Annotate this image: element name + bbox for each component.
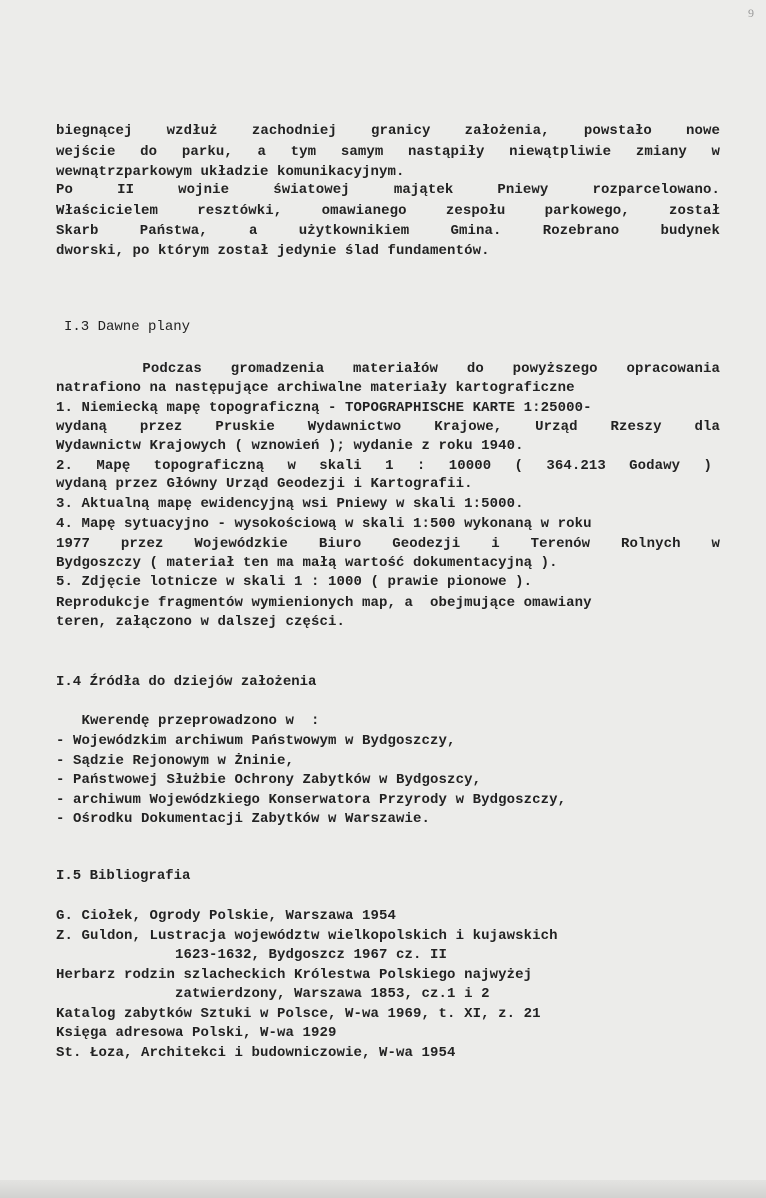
bibliography-entry: St. Łoza, Architekci i budowniczowie, W-wa 1954 [56,1045,456,1061]
plans-line: 2. Mapę topograficzną w skali 1 : 10000 ( 364.213 Godawy ) [56,458,712,474]
sources-line: - Państwowej Służbie Ochrony Zabytków w Bydgoszcy, [56,772,482,788]
plans-line: natrafiono na następujące archiwalne materiały kartograficzne [56,380,575,396]
plans-line: wydaną przez Główny Urząd Geodezji i Kartografii. [56,476,473,492]
intro-line: biegnącej wzdłuż zachodniej granicy założenia, powstało nowe [56,123,720,139]
plans-line: 3. Aktualną mapę ewidencyjną wsi Pniewy w skali 1:5000. [56,496,524,512]
sources-line: - Sądzie Rejonowym w Żninie, [56,753,295,769]
plans-line: wydaną przez Pruskie Wydawnictwo Krajowe, Urząd Rzeszy dla [56,419,720,435]
section-heading: I.5 Bibliografia [56,868,191,884]
page-corner-mark: 9 [748,6,754,20]
intro-line: wewnątrzparkowym układzie komunikacyjnym. [56,164,405,180]
intro-line: wejście do parku, a tym samym nastąpiły niewątpliwie zmiany w [56,144,720,160]
plans-line: Reprodukcje fragmentów wymienionych map, a obejmujące omawiany [56,595,592,611]
plans-line: Bydgoszczy ( materiał ten ma małą wartość dokumentacyjną ). [56,555,558,571]
plans-line: 4. Mapę sytuacyjno - wysokościową w skali 1:500 wykonaną w roku [56,516,592,532]
plans-line: Wydawnictw Krajowych ( wznowień ); wydanie z roku 1940. [56,438,524,454]
intro-line: dworski, po którym został jedynie ślad fundamentów. [56,243,490,259]
bibliography-entry: Katalog zabytków Sztuki w Polsce, W-wa 1969, t. XI, z. 21 [56,1006,541,1022]
page-bottom-edge [0,1180,766,1198]
section-heading: I.3 Dawne plany [64,319,191,335]
plans-line: 1. Niemiecką mapę topograficzną - TOPOGRAPHISCHE KARTE 1:25000- [56,400,592,416]
sources-line: Kwerendę przeprowadzono w : [56,713,320,729]
plans-line: Podczas gromadzenia materiałów do powyższego opracowania [56,361,720,377]
bibliography-entry: 1623-1632, Bydgoszcz 1967 cz. II [56,947,448,963]
plans-line: 5. Zdjęcie lotnicze w skali 1 : 1000 ( prawie pionowe ). [56,574,533,590]
intro-line: Skarb Państwa, a użytkownikiem Gmina. Rozebrano budynek [56,223,720,239]
plans-line: teren, załączono w dalszej części. [56,614,346,630]
bibliography-entry: Herbarz rodzin szlacheckich Królestwa Polskiego najwyżej [56,967,533,983]
plans-line: 1977 przez Wojewódzkie Biuro Geodezji i Terenów Rolnych w [56,536,720,552]
sources-line: - archiwum Wojewódzkiego Konserwatora Przyrody w Bydgoszczy, [56,792,567,808]
section-heading: I.4 Źródła do dziejów założenia [56,674,317,690]
intro-line: Właścicielem resztówki, omawianego zespołu parkowego, został [56,203,720,219]
bibliography-entry: G. Ciołek, Ogrody Polskie, Warszawa 1954 [56,908,397,924]
bibliography-entry: zatwierdzony, Warszawa 1853, cz.1 i 2 [56,986,490,1002]
bibliography-entry: Z. Guldon, Lustracja województw wielkopolskich i kujawskich [56,928,558,944]
intro-line: Po II wojnie światowej majątek Pniewy rozparcelowano. [56,182,720,198]
bibliography-entry: Księga adresowa Polski, W-wa 1929 [56,1025,337,1041]
sources-line: - Ośrodku Dokumentacji Zabytków w Warszawie. [56,811,431,827]
sources-line: - Wojewódzkim archiwum Państwowym w Bydgoszczy, [56,733,456,749]
